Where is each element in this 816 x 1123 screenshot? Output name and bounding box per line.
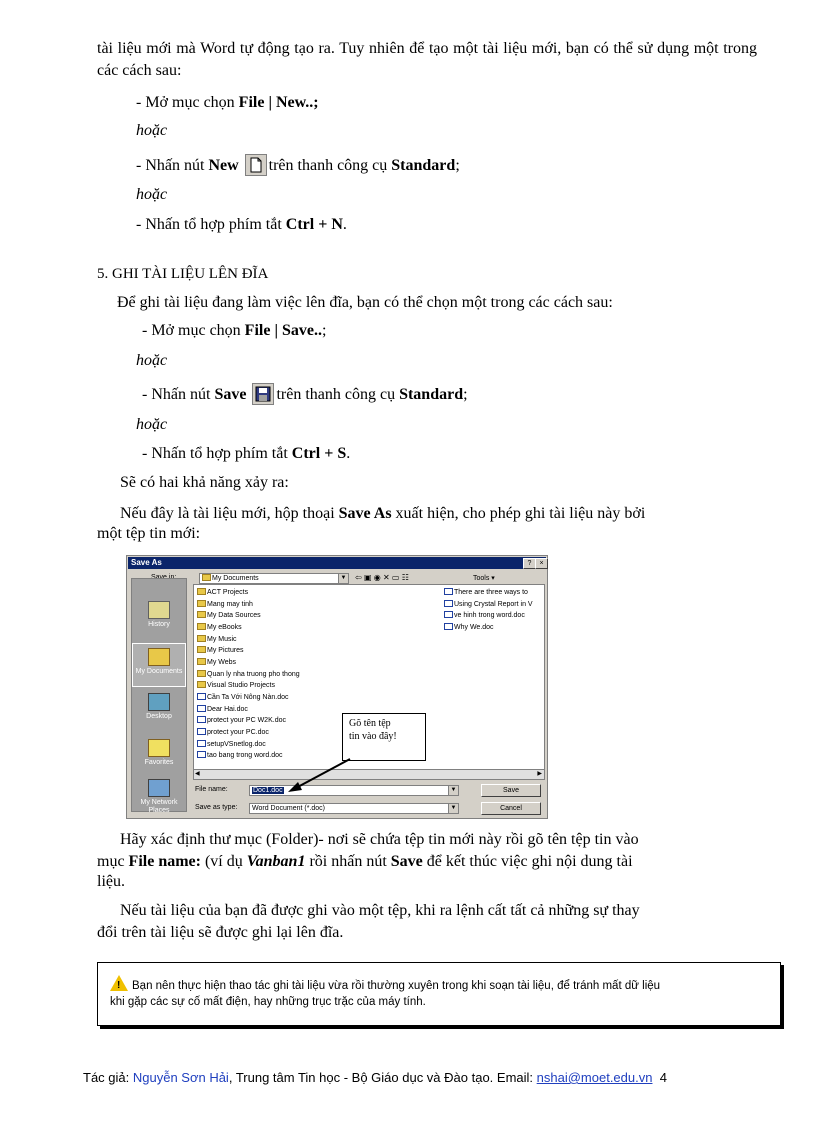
history-icon: [148, 601, 170, 619]
list-item[interactable]: [197, 658, 236, 667]
save-button[interactable]: Save: [481, 784, 541, 797]
saved-para-l1: Nếu tài liệu của bạn đã được ghi vào một tệp, khi ra lệnh cất tất cả những sự thay: [120, 902, 640, 919]
item-label: Mang may tinh: [207, 601, 253, 608]
scroll-left-icon[interactable]: ◀: [195, 771, 200, 777]
fp-suffix: để kết thúc việc ghi nội dung tài: [422, 853, 633, 870]
item-label: ACT Projects: [207, 589, 249, 596]
list-item[interactable]: [197, 681, 275, 690]
word-doc-icon: [197, 705, 206, 712]
item-label: My Webs: [207, 659, 237, 666]
horizontal-scrollbar[interactable]: [194, 769, 544, 779]
word-doc-icon: [444, 600, 453, 607]
word-doc-icon: [444, 623, 453, 630]
item-label: tao bang trong word.doc: [207, 752, 283, 759]
save-disk-icon: [252, 383, 274, 405]
new-opt3-bold: Ctrl + N: [285, 216, 343, 233]
item-label: My eBooks: [207, 624, 242, 631]
list-item[interactable]: [444, 611, 542, 620]
item-label: Quan ly nha truong pho thong: [207, 671, 300, 678]
list-item[interactable]: [197, 623, 242, 632]
close-button[interactable]: ×: [535, 558, 548, 569]
new-opt2-prefix: - Nhấn nút: [136, 157, 209, 174]
list-item[interactable]: [197, 588, 248, 597]
dialog-titlebar: [128, 557, 546, 569]
toolbar-icons[interactable]: [355, 573, 409, 582]
folder-para-l3: liệu.: [97, 873, 125, 890]
or-3: hoặc: [136, 352, 168, 369]
list-item[interactable]: [197, 600, 253, 609]
page-number: 4: [659, 1070, 667, 1085]
list-item[interactable]: [197, 751, 283, 760]
footer-prefix: Tác giả:: [83, 1070, 133, 1085]
scroll-right-icon[interactable]: ▶: [537, 771, 542, 777]
item-label: Why We.doc: [454, 624, 494, 631]
fp-mid: (ví dụ: [200, 853, 247, 870]
save-in-value: My Documents: [212, 575, 259, 582]
new-opt3-prefix: - Nhấn tổ hợp phím tắt: [136, 216, 286, 233]
save-type-label: Save as type:: [195, 804, 238, 811]
word-doc-icon: [444, 588, 453, 595]
my-documents-icon: [148, 648, 170, 666]
item-label: Dear Hai.doc: [207, 706, 248, 713]
save-type-value: Word Document (*.doc): [252, 805, 326, 812]
footer-middle: , Trung tâm Tin học - Bộ Giáo dục và Đào tạo. Email:: [228, 1070, 537, 1085]
save-type-select[interactable]: [249, 803, 459, 814]
network-icon: [148, 779, 170, 797]
or-4: hoặc: [136, 416, 168, 433]
item-label: Cần Ta Với Nông Nàn.doc: [207, 694, 289, 701]
item-label: protect your PC W2K.doc: [207, 717, 286, 724]
file-name-label: File name:: [195, 786, 228, 793]
item-label: My Pictures: [207, 647, 244, 654]
note-box: [97, 962, 781, 1026]
new-opt2-bold2: Standard: [391, 157, 456, 174]
list-item[interactable]: [197, 646, 244, 655]
views-icon[interactable]: ☷: [401, 573, 409, 582]
folder-icon: [197, 670, 206, 677]
folder-icon: [197, 635, 206, 642]
save-opt3-end: .: [346, 445, 351, 462]
fp-bold2: Save: [390, 853, 423, 870]
save-opt1-end: ;: [321, 322, 327, 339]
list-item[interactable]: [197, 705, 248, 714]
note-text-2: khi gặp các sự cố mất điện, hay những trục trặc của máy tính.: [110, 996, 426, 1008]
new-option-3: [136, 214, 347, 236]
dialog-title: Save As: [131, 558, 162, 567]
save-opt3-bold: Ctrl + S: [291, 445, 347, 462]
chevron-down-icon: ▼: [448, 786, 458, 795]
note-text-1: Bạn nên thực hiện thao tác ghi tài liệu vừa rồi thường xuyên trong khi soạn tài liệu, để tránh mất dữ liệu: [132, 980, 661, 992]
search-web-icon[interactable]: ◉: [373, 573, 381, 582]
new-opt1-prefix: - Mở mục chọn: [136, 94, 239, 111]
save-intro: Để ghi tài liệu đang làm việc lên đĩa, bạn có thể chọn một trong các cách sau:: [117, 294, 613, 311]
new-doc-prefix: Nếu đây là tài liệu mới, hộp thoại: [120, 505, 339, 522]
new-opt2-mid: trên thanh công cụ: [268, 157, 392, 174]
tools-label: Tools: [473, 575, 490, 582]
fp-prefix: mục: [97, 853, 129, 870]
item-label: My Data Sources: [207, 612, 261, 619]
word-doc-icon: [444, 611, 453, 618]
list-item[interactable]: [197, 611, 261, 620]
delete-icon[interactable]: ✕: [382, 573, 390, 582]
new-doc-para-line2: một tệp tin mới:: [97, 525, 201, 542]
place-history[interactable]: [132, 597, 186, 641]
section-heading-5: 5. GHI TÀI LIỆU LÊN ĐĨA: [97, 266, 269, 282]
chevron-down-icon: ▼: [338, 574, 348, 583]
note-line-1: [110, 975, 770, 994]
new-opt1-bold: File | New..;: [238, 94, 319, 111]
save-opt1-bold: File | Save..: [244, 322, 322, 339]
footer-gap: [652, 1070, 659, 1085]
back-icon[interactable]: ⇦: [355, 573, 362, 582]
new-folder-icon[interactable]: ▭: [391, 573, 400, 582]
list-item[interactable]: [197, 693, 289, 702]
item-label: protect your PC.doc: [207, 729, 269, 736]
intro-line-1: [97, 38, 757, 82]
new-option-2: [136, 154, 460, 177]
footer-email-link[interactable]: nshai@moet.edu.vn: [536, 1070, 653, 1085]
folder-icon: [197, 623, 206, 630]
item-label: setupVSnetlog.doc: [207, 741, 266, 748]
folder-icon: [202, 574, 211, 581]
list-item[interactable]: [444, 600, 542, 609]
word-doc-icon: [197, 716, 206, 723]
help-button[interactable]: ?: [523, 558, 536, 569]
new-doc-bold: Save As: [338, 505, 392, 522]
or-2: hoặc: [136, 186, 168, 203]
list-item[interactable]: [444, 588, 542, 597]
new-document-icon: [245, 154, 267, 176]
list-item[interactable]: [197, 728, 269, 737]
list-item[interactable]: [197, 740, 266, 749]
folder-icon: [197, 588, 206, 595]
tools-menu[interactable]: Tools ▾: [473, 575, 495, 582]
new-option-1: [136, 92, 319, 114]
fp-bold-italic: Vanban1: [246, 853, 306, 870]
file-name-value: Doc1.doc: [253, 787, 283, 794]
favorites-icon: [148, 739, 170, 757]
place-desktop-label: Desktop: [146, 713, 172, 720]
footer-author: Nguyễn Sơn Hải: [132, 1070, 229, 1085]
item-label: ve hinh trong word.doc: [454, 612, 525, 619]
callout-line-2: tin vào đây!: [349, 731, 397, 742]
fp-bold: File name:: [128, 853, 201, 870]
folder-icon: [197, 600, 206, 607]
new-doc-suffix: xuất hiện, cho phép ghi tài liệu này bởi: [391, 505, 646, 522]
save-option-1: [142, 320, 326, 342]
warning-icon: !: [110, 975, 128, 991]
item-label: Visual Studio Projects: [207, 682, 275, 689]
list-item[interactable]: [444, 623, 542, 632]
save-option-3: [142, 443, 350, 465]
save-opt2-mid: trên thanh công cụ: [276, 386, 400, 403]
two-cases: Sẽ có hai khả năng xảy ra:: [120, 474, 289, 491]
folder-icon: [197, 681, 206, 688]
place-favorites[interactable]: [132, 735, 186, 779]
word-doc-icon: [197, 751, 206, 758]
word-doc-icon: [197, 728, 206, 735]
item-label: There are three ways to: [454, 589, 528, 596]
list-item[interactable]: [197, 670, 300, 679]
save-in-combo[interactable]: [199, 573, 349, 584]
word-doc-icon: [197, 693, 206, 700]
folder-icon: [197, 611, 206, 618]
page-footer: [83, 1070, 667, 1085]
new-opt2-end: ;: [455, 157, 460, 174]
chevron-down-icon: ▼: [448, 804, 458, 813]
saved-para-l2: đổi trên tài liệu sẽ được ghi lại lên đĩa.: [97, 924, 344, 941]
place-desktop[interactable]: [132, 689, 186, 733]
place-network-label: My Network Places: [140, 799, 178, 814]
fp-mid2: rồi nhấn nút: [305, 853, 391, 870]
word-doc-icon: [197, 740, 206, 747]
callout-line-1: Gõ tên tệp: [349, 718, 391, 729]
cancel-button[interactable]: Cancel: [481, 802, 541, 815]
place-history-label: History: [148, 621, 170, 628]
desktop-icon: [148, 693, 170, 711]
place-my-documents[interactable]: [132, 643, 186, 687]
folder-icon: [197, 646, 206, 653]
new-opt2-bold: New: [208, 157, 239, 174]
intro-text: tài liệu mới mà Word tự động tạo ra. Tuy nhiên để tạo một tài liệu mới, bạn có thể sử dụng một trong các cách sau:: [97, 40, 757, 79]
callout-arrow: [280, 755, 360, 795]
place-favorites-label: Favorites: [144, 759, 174, 766]
folder-para-l2: [97, 851, 633, 873]
up-folder-icon[interactable]: ▣: [363, 573, 372, 582]
list-item[interactable]: [197, 635, 237, 644]
save-opt3-prefix: - Nhấn tổ hợp phím tắt: [142, 445, 292, 462]
or-1: hoặc: [136, 122, 168, 139]
save-opt2-bold2: Standard: [399, 386, 464, 403]
folder-icon: [197, 658, 206, 665]
new-doc-para: [120, 503, 645, 525]
save-opt1-prefix: - Mở mục chọn: [142, 322, 245, 339]
save-opt2-prefix: - Nhấn nút: [142, 386, 215, 403]
list-item[interactable]: [197, 716, 286, 725]
new-opt3-end: .: [342, 216, 347, 233]
save-opt2-end: ;: [463, 386, 468, 403]
folder-para-l1: Hãy xác định thư mục (Folder)- nơi sẽ chứa tệp tin mới này rồi gõ tên tệp tin vào: [120, 831, 639, 848]
places-bar: [131, 578, 187, 812]
item-label: My Music: [207, 636, 237, 643]
callout-box: [342, 713, 426, 761]
place-network[interactable]: [132, 777, 186, 821]
save-opt2-bold: Save: [214, 386, 247, 403]
save-option-2: [142, 383, 468, 406]
place-my-documents-label: My Documents: [135, 668, 183, 675]
item-label: Using Crystal Report in V: [454, 601, 533, 608]
